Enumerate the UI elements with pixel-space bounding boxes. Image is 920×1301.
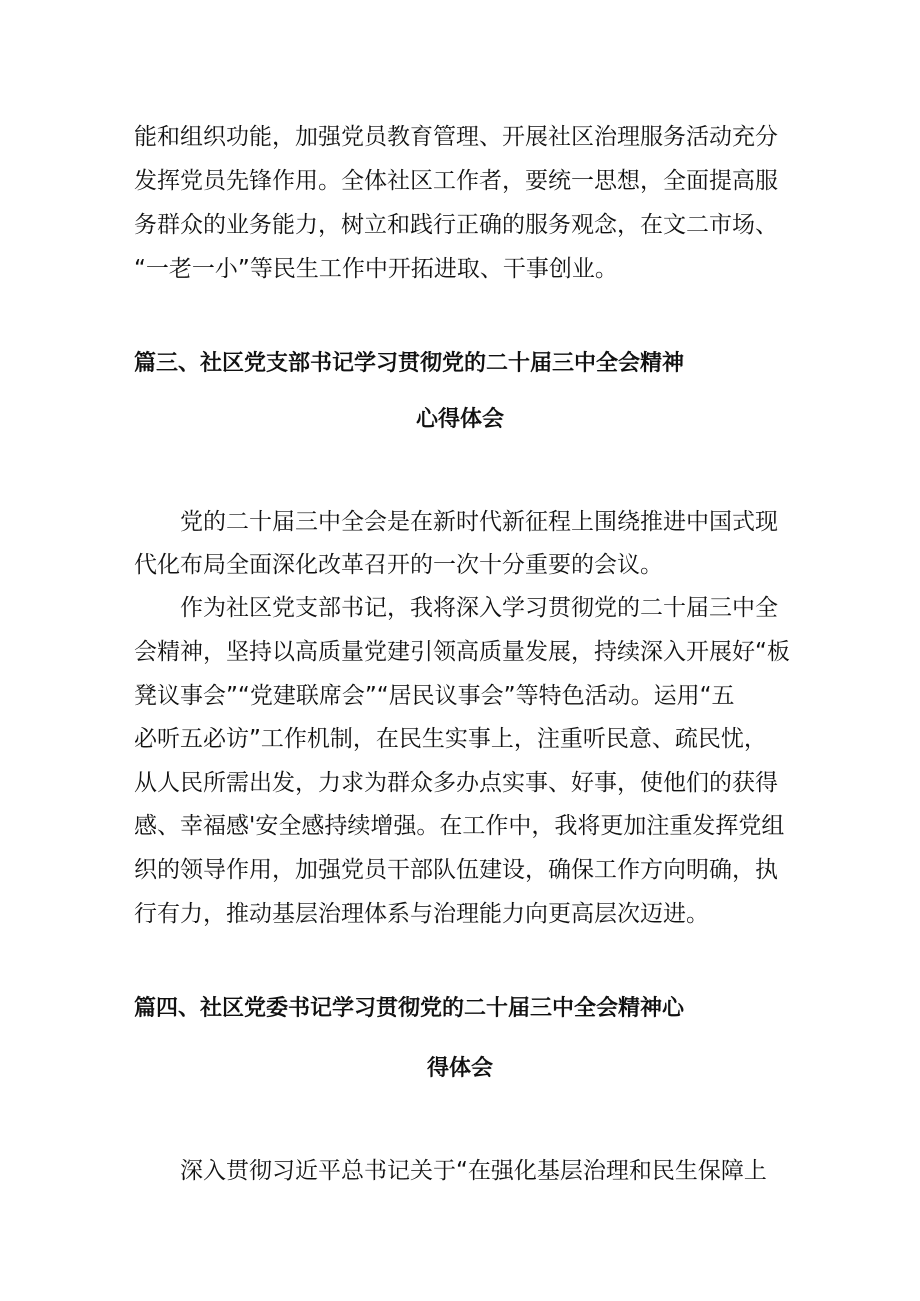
section-3-title-continued: 心得体会 [415, 407, 504, 432]
section-4-title-continued: 得体会 [426, 1056, 493, 1081]
body-text-line: 必听五必访”工作机制，在民生实事上，注重听民意、疏民忧， [134, 726, 767, 752]
body-text-line: 感、幸福感'安全感持续增强。在工作中，我将更加注重发挥党组 [134, 813, 785, 839]
body-text-line: 行有力，推动基层治理体系与治理能力向更高层次迈进。 [134, 901, 709, 927]
body-text-line: 凳议事会”“党建联席会”“居民议事会”等特色活动。运用“五 [134, 683, 735, 709]
body-text-line: 党的二十届三中全会是在新时代新征程上围绕推进中国式现 [180, 509, 778, 535]
body-text-line: 深入贯彻习近平总书记关于“在强化基层治理和民生保障上 [180, 1158, 767, 1184]
body-text-line: 织的领导作用，加强党员干部队伍建设，确保工作方向明确，执 [134, 857, 778, 883]
section-4-title: 篇四、社区党委书记学习贯彻党的二十届三中全会精神心 [134, 996, 685, 1021]
body-text-line: 代化布局全面深化改革召开的一次十分重要的会议。 [134, 552, 663, 578]
body-text-line: 作为社区党支部书记，我将深入学习贯彻党的二十届三中全 [180, 595, 778, 621]
body-text-line: 务群众的业务能力，树立和践行正确的服务观念，在文二市场、 [134, 212, 778, 238]
body-text-line: “一老一小”等民生工作中开拓进取、干事创业。 [134, 256, 618, 282]
section-3-title: 篇三、社区党支部书记学习贯彻党的二十届三中全会精神 [134, 351, 685, 376]
body-text-line: 发挥党员先锋作用。全体社区工作者，要统一思想，全面提高服 [134, 168, 778, 194]
body-text-line: 从人民所需出发，力求为群众多办点实事、好事，使他们的获得 [134, 770, 778, 796]
body-text-line: 会精神，坚持以高质量党建引领高质量发展，持续深入开展好“板 [134, 639, 790, 665]
body-text-line: 能和组织功能，加强党员教育管理、开展社区治理服务活动充分 [134, 124, 778, 150]
